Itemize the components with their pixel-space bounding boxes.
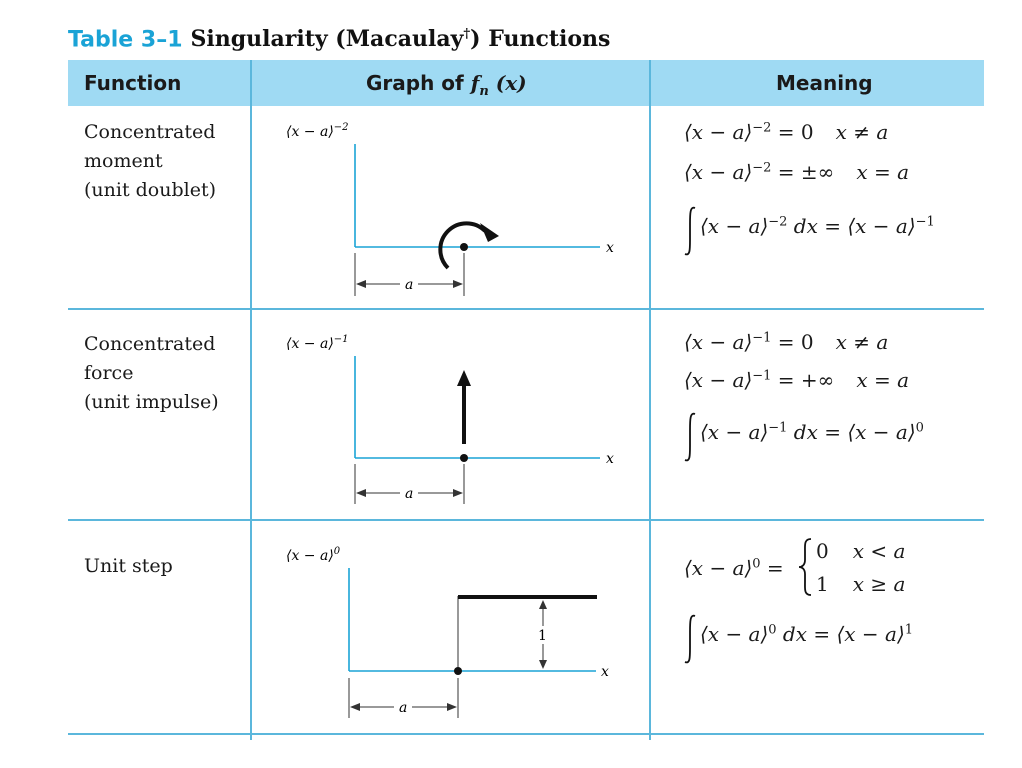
graph-label: ⟨x − a⟩$^{-1}$ [286,334,349,352]
table-title-end: ) Functions [470,26,611,53]
column-divider-2 [649,60,651,740]
meaning-doublet-1 [684,120,888,144]
integral-impulse [700,420,924,444]
table-title-text: Singularity (Macaulay [190,26,464,53]
function-line: Concentrated [84,333,216,355]
moment-arrowhead [480,223,499,242]
math-rhs: dx = ⟨x − a⟩ [787,214,916,238]
point-a [454,667,462,675]
column-divider-1 [250,60,252,740]
piecewise-case-2 [816,572,905,596]
math-cond: x = a [856,368,910,392]
function-line: Concentrated [84,121,216,143]
math-rhs: dx = ⟨x − a⟩ [787,420,916,444]
math-rhs: = 0 [771,120,814,144]
dim-arrow-right [447,703,457,711]
math-exp: 0 [915,420,924,436]
case-cond: x ≥ a [852,572,906,596]
header-meaning: Meaning [776,71,873,95]
impulse-arrowhead [457,370,471,386]
math-exp: 0 [752,556,761,572]
math-exp: −1 [752,330,772,346]
meaning-impulse-2 [684,368,909,392]
graph-label: ⟨x − a⟩$^0$ [286,546,341,564]
math-term: ⟨x − a⟩ [684,556,753,580]
header-graph-arg: (x) [495,71,527,95]
math-exp: −2 [768,214,788,230]
dim-arrow-left [350,703,360,711]
header-graph-prefix: Graph of [366,71,471,95]
integral-doublet [700,214,935,238]
table-header-row [68,60,984,106]
row-divider-1 [68,308,984,310]
table-title [191,26,611,52]
dim-label-a: a [405,277,414,293]
function-name-step [84,552,173,581]
meaning-impulse-1 [684,330,888,354]
math-rhs: = ±∞ [771,160,835,184]
dim-arrow-left [356,489,366,497]
math-cond: x ≠ a [835,330,889,354]
math-term: ⟨x − a⟩ [684,330,753,354]
math-term: ⟨x − a⟩ [684,120,753,144]
row-divider-2 [68,519,984,521]
math-eq: = [760,556,784,580]
graph-step [270,542,630,730]
dim-arrow-right [453,489,463,497]
dim-label-a: a [405,486,414,502]
math-term: ⟨x − a⟩ [684,368,753,392]
header-function: Function [84,71,182,95]
x-axis-label: x [601,664,609,680]
point-a [460,454,468,462]
x-axis-label: x [606,451,614,467]
table-number: Table 3–1 [68,27,183,53]
x-axis-label: x [606,240,614,256]
function-line: (unit impulse) [84,391,219,413]
math-exp: 1 [904,622,914,638]
table-caption [68,18,610,52]
math-term: ⟨x − a⟩ [700,622,769,646]
function-name-doublet [84,118,216,205]
math-rhs: dx = ⟨x − a⟩ [776,622,905,646]
piecewise-case-1 [816,539,905,563]
math-term: ⟨x − a⟩ [700,214,769,238]
math-cond: x ≠ a [835,120,889,144]
math-exp: −2 [752,160,772,176]
row-divider-3 [68,733,984,735]
graph-doublet [270,118,630,303]
header-graph-sub: n [479,84,489,99]
math-exp: −1 [768,420,788,436]
function-line: Unit step [84,555,173,577]
graph-label: ⟨x − a⟩$^{-2}$ [286,122,349,140]
math-rhs: = +∞ [771,368,835,392]
height-arrow-up [539,600,547,609]
math-exp: −2 [752,120,772,136]
function-line: moment [84,150,163,172]
graph-impulse [270,330,630,515]
dim-label-a: a [399,700,408,716]
header-graph-f: f [470,71,480,95]
meaning-step-lhs [684,556,784,580]
dim-arrow-right [453,280,463,288]
step-height-label: 1 [538,628,547,644]
dim-arrow-left [356,280,366,288]
math-exp: −1 [915,214,935,230]
case-value: 1 [816,572,829,596]
integral-sign-2 [682,410,698,464]
math-term: ⟨x − a⟩ [700,420,769,444]
math-term: ⟨x − a⟩ [684,160,753,184]
case-cond: x < a [852,539,906,563]
integral-sign-3 [682,612,698,666]
height-arrow-down [539,660,547,669]
dagger-mark: † [463,27,471,42]
math-rhs: = 0 [771,330,814,354]
case-value: 0 [816,539,829,563]
piecewise-brace [796,536,814,598]
math-exp: −1 [752,368,772,384]
math-cond: x = a [856,160,910,184]
header-graph [366,60,527,106]
integral-step [700,622,913,646]
math-exp: 0 [768,622,777,638]
point-a [460,243,468,251]
function-line: force [84,362,134,384]
integral-sign-1 [682,204,698,258]
function-line: (unit doublet) [84,179,217,201]
meaning-doublet-2 [684,160,909,184]
function-name-impulse [84,330,219,417]
